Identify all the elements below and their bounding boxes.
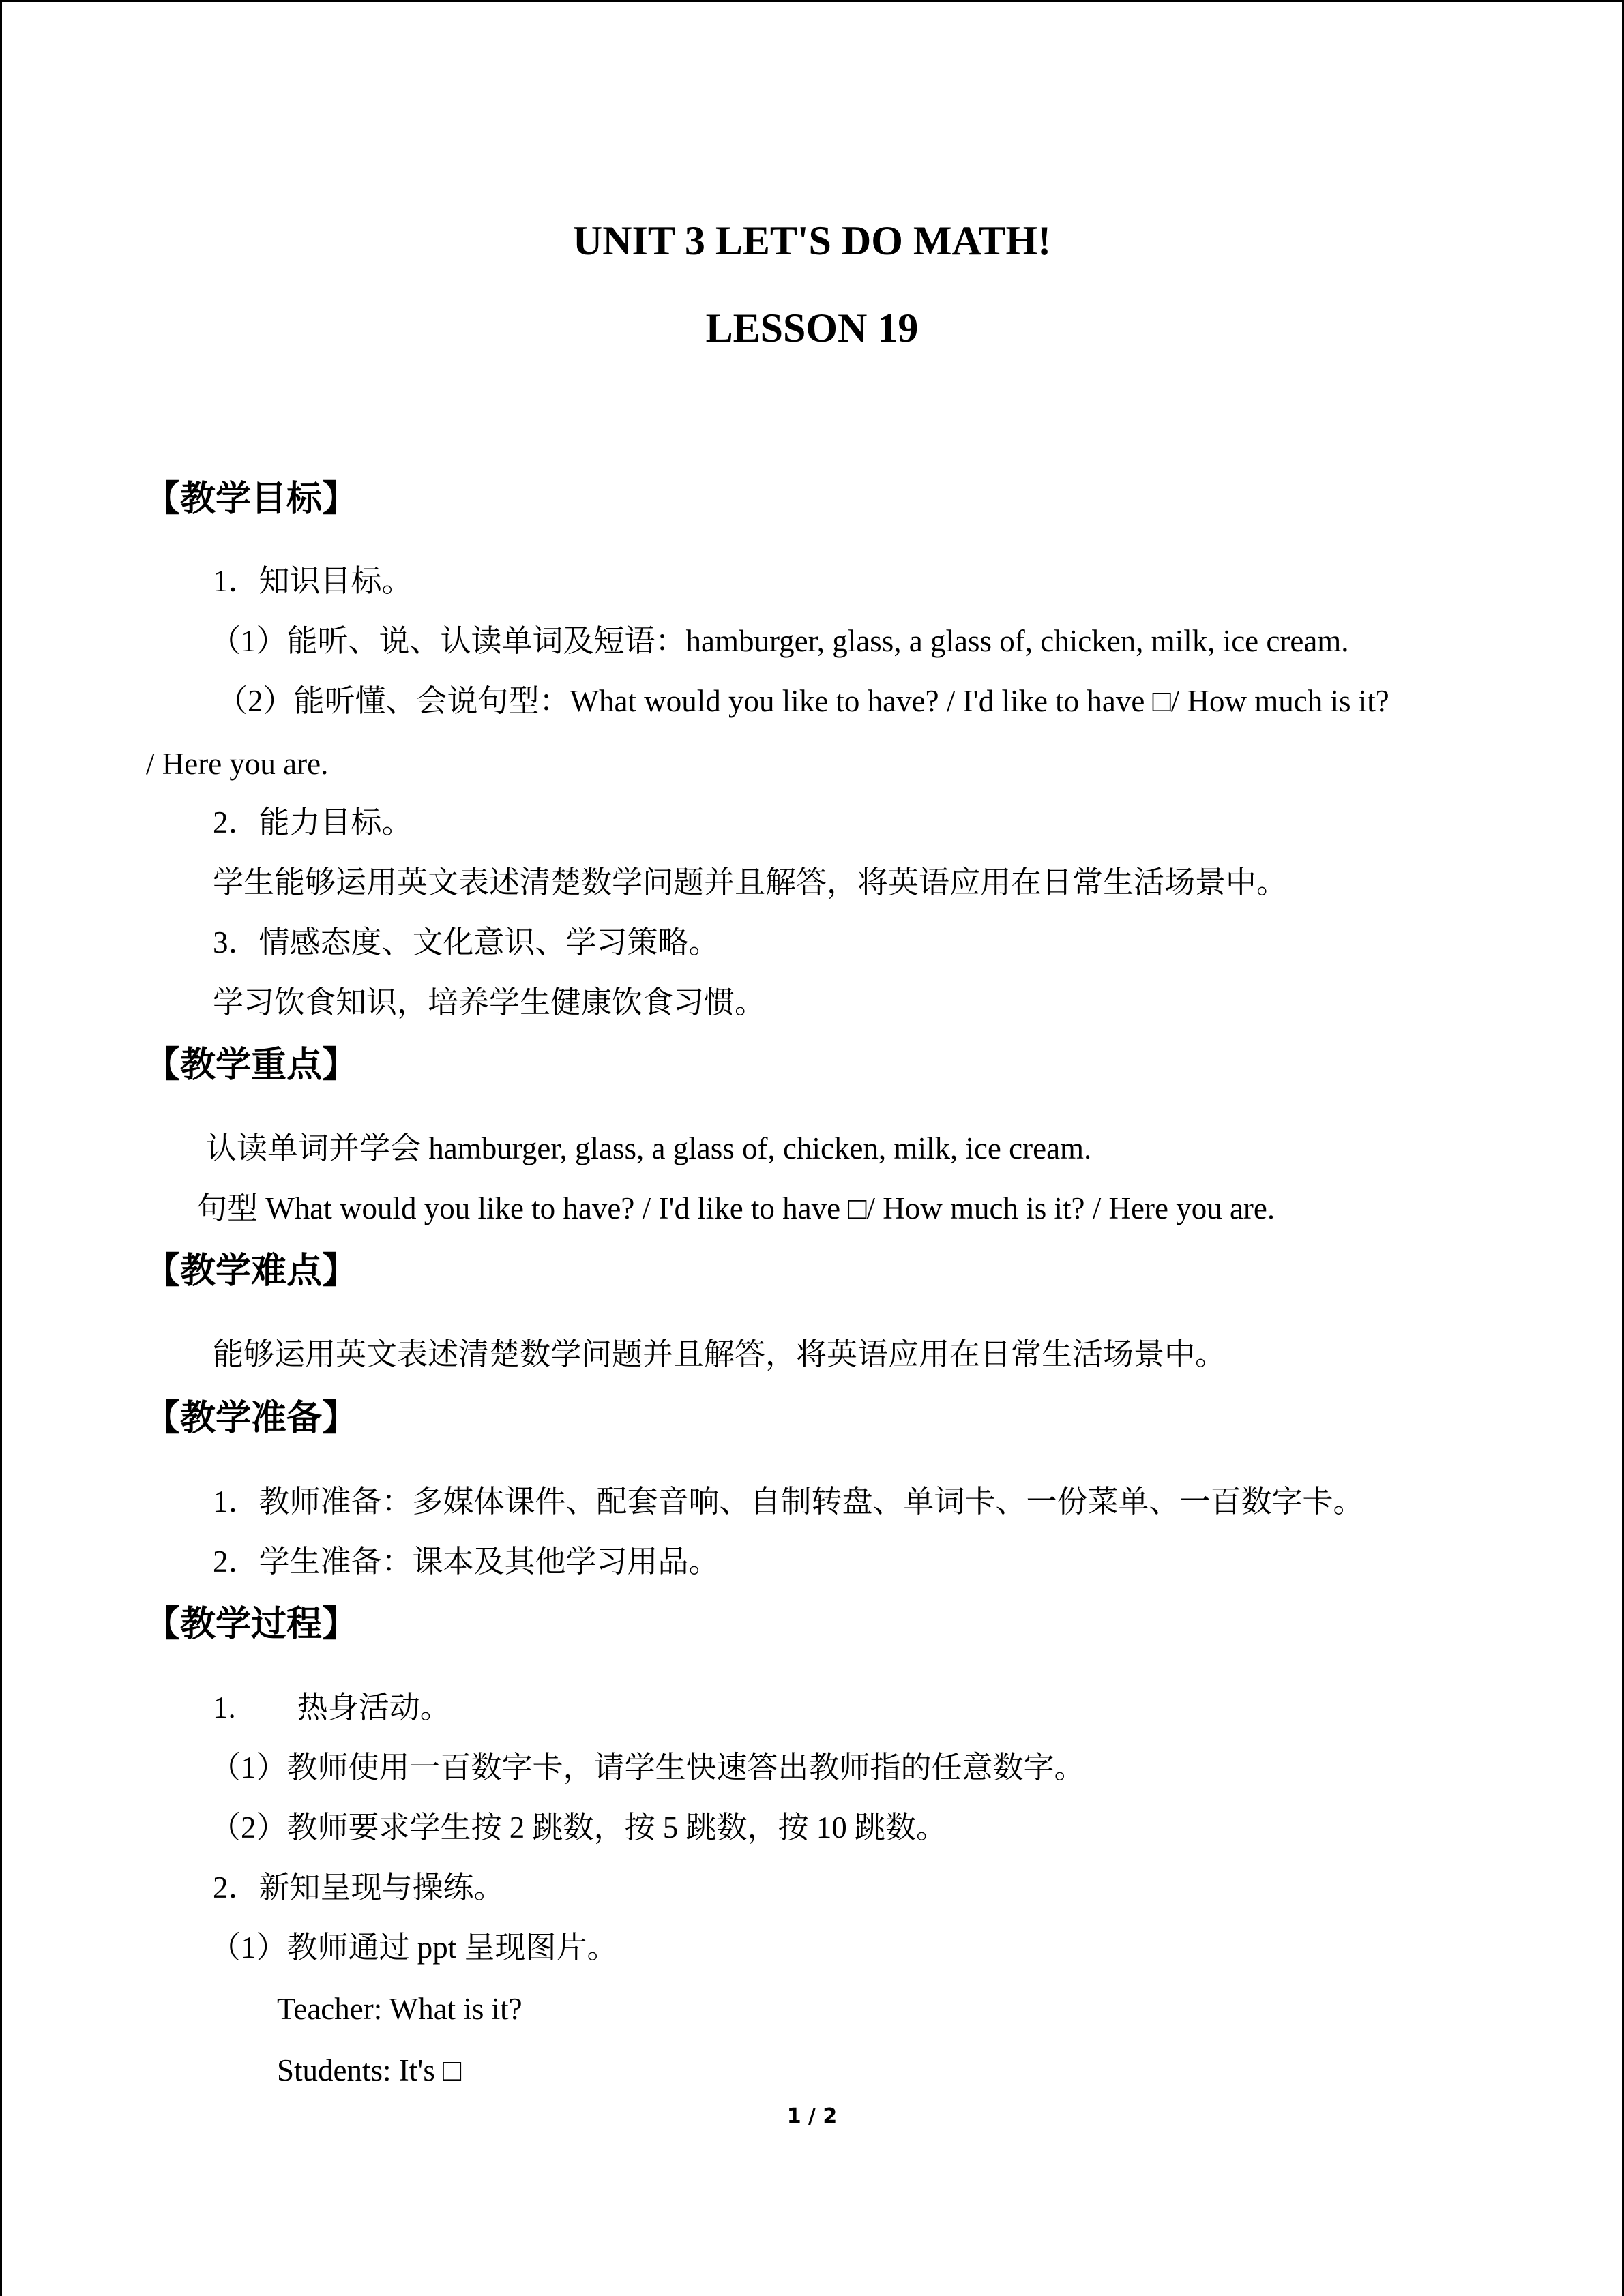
objectives-line-2: （1）能听、说、认读单词及短语：hamburger, glass, a glass of, chicken, milk, ice cream. <box>210 624 1349 658</box>
objectives-line-7: 3．情感态度、文化意识、学习策略。 <box>213 925 720 959</box>
heading-preparation: 【教学准备】 <box>145 1398 358 1439</box>
objectives-line-1: 1．知识目标。 <box>213 564 413 598</box>
page-number: 1 / 2 <box>786 2104 838 2128</box>
key-points-line-2: 句型 What would you like to have? / I'd like to have □/ How much is it? / Here you are. <box>196 1191 1275 1225</box>
objectives-line-3: （2）能听懂、会说句型：What would you like to have? / I'd like to have □/ How much is it? <box>217 684 1389 718</box>
preparation-line-2: 2．学生准备：课本及其他学习用品。 <box>213 1545 720 1579</box>
process-line-4: 2．新知呈现与操练。 <box>213 1870 505 1905</box>
heading-process: 【教学过程】 <box>145 1604 358 1645</box>
process-line-3: （2）教师要求学生按 2 跳数，按 5 跳数，按 10 跳数。 <box>210 1810 947 1845</box>
process-line-7: Students: It's □ <box>277 2053 462 2087</box>
process-line-6: Teacher: What is it? <box>277 1992 522 2026</box>
key-points-line-1: 认读单词并学会 hamburger, glass, a glass of, chicken, milk, ice cream. <box>206 1131 1092 1165</box>
objectives-line-8: 学习饮食知识，培养学生健康饮食习惯。 <box>213 985 766 1019</box>
heading-key-points: 【教学重点】 <box>145 1045 358 1086</box>
objectives-line-4: / Here you are. <box>146 747 329 781</box>
difficulties-line-1: 能够运用英文表述清楚数学问题并且解答，将英语应用在日常生活场景中。 <box>213 1337 1226 1371</box>
objectives-line-6: 学生能够运用英文表述清楚数学问题并且解答，将英语应用在日常生活场景中。 <box>213 865 1288 899</box>
process-line-2: （1）教师使用一百数字卡，请学生快速答出教师指的任意数字。 <box>210 1750 1085 1785</box>
process-line-5: （1）教师通过 ppt 呈现图片。 <box>210 1930 618 1965</box>
document-subtitle: LESSON 19 <box>705 305 919 351</box>
preparation-line-1: 1．教师准备：多媒体课件、配套音响、自制转盘、单词卡、一份菜单、一百数字卡。 <box>213 1485 1364 1519</box>
document-title: UNIT 3 LET'S DO MATH! <box>572 218 1052 263</box>
heading-difficulties: 【教学难点】 <box>145 1251 358 1292</box>
objectives-line-5: 2．能力目标。 <box>213 805 413 839</box>
heading-objectives: 【教学目标】 <box>145 479 358 520</box>
process-line-1: 1. 热身活动。 <box>213 1690 451 1725</box>
